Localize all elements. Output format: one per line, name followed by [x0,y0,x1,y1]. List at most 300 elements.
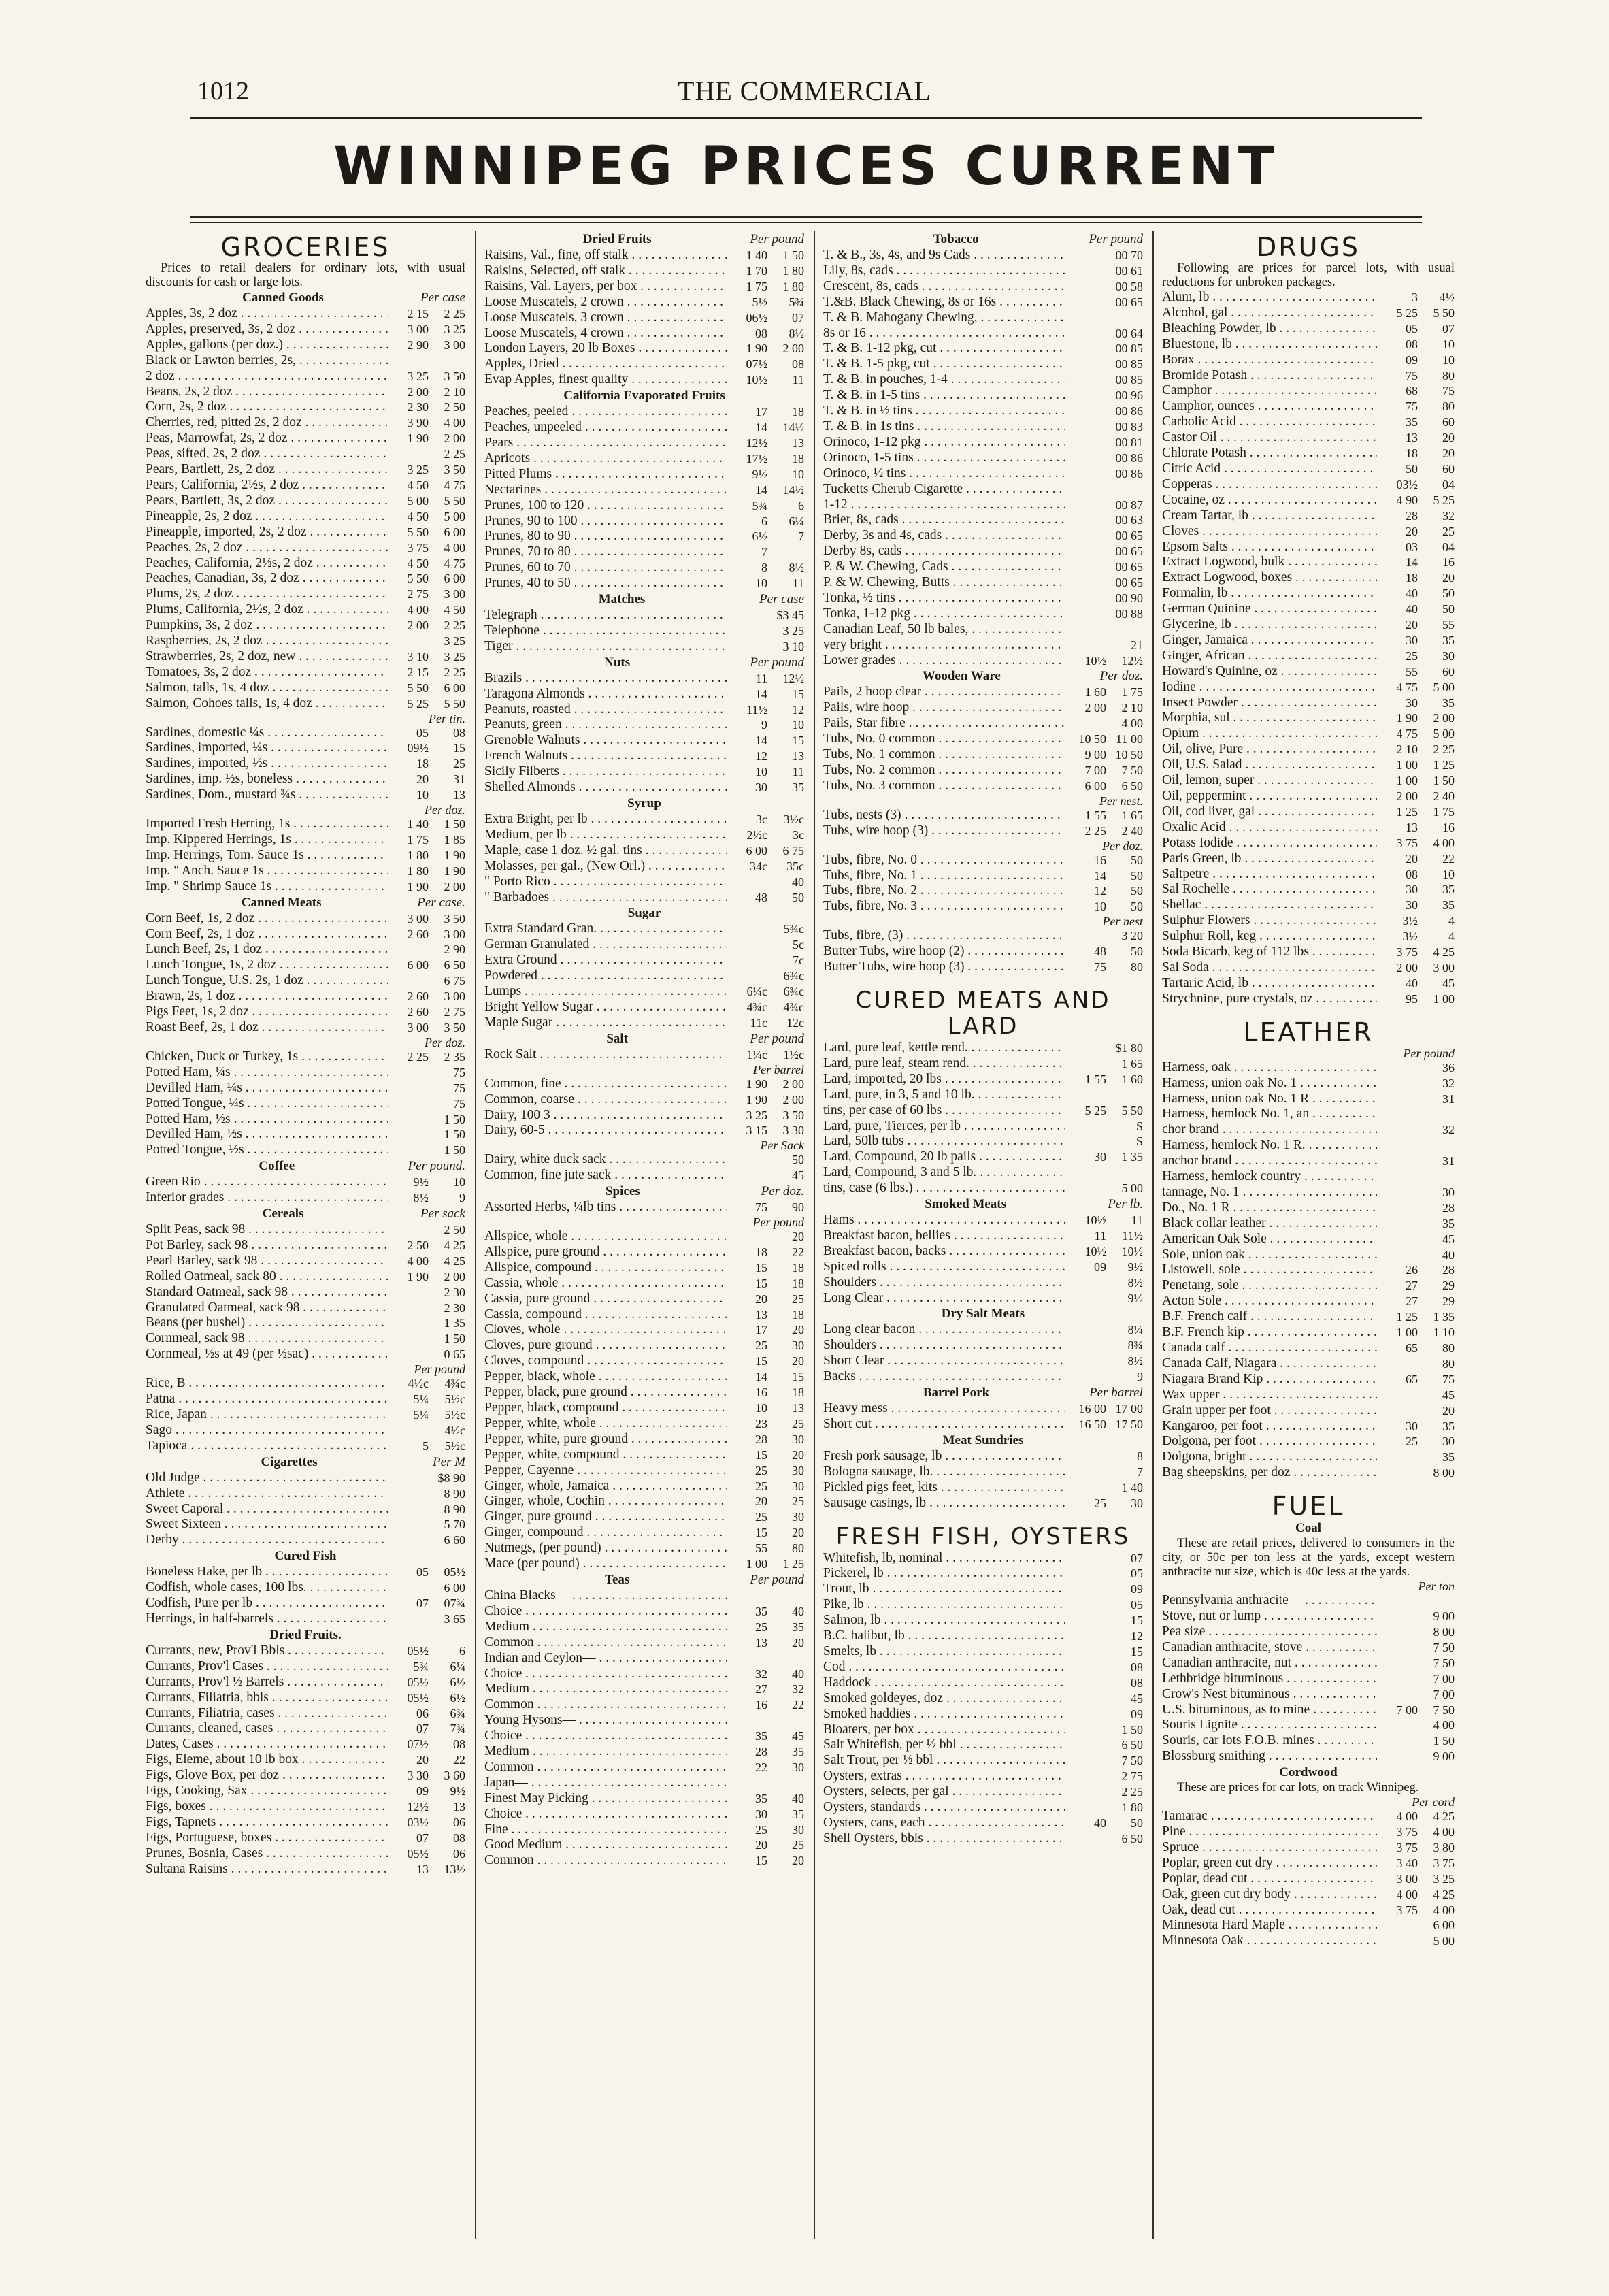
price-low [1065,341,1106,357]
item-name: Short cut . . . [823,1417,1065,1432]
price-low: 23 [755,1416,767,1430]
item-name: Common, fine jute sack . . . [484,1168,727,1183]
subsection-title: Meat Sundries [942,1432,1024,1447]
price-high: 29 [1442,1294,1455,1309]
price-high: 75 [453,1096,465,1111]
item-name: Imp. Herrings, Tom. Sauce 1s . . . [146,848,388,864]
item-name: Common . . . [484,1760,727,1775]
price-low [1377,1656,1418,1671]
price-low: 1 90 [746,1092,767,1106]
price-low: 28 [755,1745,767,1759]
subsection-title: Teas [605,1572,630,1587]
price-low: 10½ [1084,653,1106,668]
item-name: Herrings, in half-barrels . . . [146,1611,388,1627]
item-name: Raisins, Selected, off stalk . . . [484,263,727,279]
item-name: Harness, oak . . . [1162,1060,1377,1076]
item-name: Oysters, cans, each . . . [823,1816,1065,1831]
price-row [1162,1309,1455,1325]
price-high: 40 [1442,1247,1455,1262]
price-row [146,1190,465,1206]
price-low: 3 75 [1396,1840,1418,1854]
price-row [146,306,465,322]
price-low [388,942,429,957]
unit-label: Per case [420,291,465,305]
item-name: Loose Muscatels, 2 crown . . . [484,295,727,310]
item-name: Extract Logwood, bulk . . . [1162,555,1377,570]
price-high: 50 [792,890,804,904]
item-name: Lard, pure, in 3, 5 and 10 lb. . . . [823,1087,1065,1103]
title-rule-top [190,216,1422,218]
item-name: Nutmegs, (per pound) . . . [484,1541,727,1556]
column-groceries [146,231,465,2239]
price-high: 35 [792,1620,804,1634]
price-high: 80 [792,1541,804,1556]
price-row [146,384,465,400]
price-low: 1 00 [1396,774,1418,788]
price-low [1065,482,1106,497]
price-high: 10 [1442,352,1455,367]
price-high: 11 [1131,1213,1143,1228]
unit-label: Per pound. [408,1159,465,1174]
item-name: Heavy mess . . . [823,1401,1065,1417]
price-high: 1 35 [444,1316,465,1330]
item-name: Iodine . . . [1162,680,1377,695]
price-row [484,279,804,295]
price-high: 2 90 [444,942,465,957]
subsection-heading [1162,1765,1455,1781]
price-high: 8¾ [1127,1339,1143,1353]
unit-label: Per barrel [753,1062,804,1077]
subsection-heading [146,1206,465,1222]
price-high: 00 96 [1115,389,1143,403]
column-drugs-leather-fuel [1162,231,1455,2239]
item-name: anchor brand . . . [1162,1153,1377,1169]
item-name: Sardines, imported, ¼s . . . [146,740,388,756]
price-row [146,1502,465,1518]
price-row [823,1707,1143,1722]
price-high: 4½ [1439,291,1455,304]
price-row [146,1706,465,1722]
item-name: Poplar, green cut dry . . . [1162,1856,1377,1871]
item-name: Listowell, sole . . . [1162,1262,1377,1278]
price-row [146,1471,465,1486]
price-row [146,1376,465,1392]
price-low [388,1502,429,1518]
price-low: 50 [1406,461,1418,476]
price-row [484,1322,804,1338]
price-low [1065,1707,1106,1722]
price-row [484,1807,804,1822]
price-high: 6½ [450,1675,465,1689]
price-row [146,649,465,665]
item-name: Kangaroo, per foot . . . [1162,1419,1377,1434]
item-name: Breakfast bacon, backs . . . [823,1244,1065,1260]
price-row [823,1134,1143,1149]
price-row [484,1667,804,1682]
price-low: 20 [755,1292,767,1306]
price-low: 1 75 [407,833,429,847]
subsection-title: Nuts [604,655,631,670]
subsection-heading [823,1196,1143,1213]
price-low: 30 [1406,898,1418,913]
price-row [484,733,804,749]
price-low: 9 [761,718,767,732]
price-row [484,1463,804,1479]
price-low: 35 [755,1729,767,1743]
price-low [1065,404,1106,419]
item-name: Lard, pure leaf, kettle rend. . . . [823,1040,1065,1056]
price-low: 5 25 [407,696,429,710]
price-high: 2 30 [444,1300,465,1315]
subsection-title: Coffee [259,1159,295,1174]
price-high: 1 35 [1433,1310,1455,1324]
item-name: Niagara Brand Kip . . . [1162,1372,1377,1388]
price-row [484,529,804,544]
price-low: 6 [761,514,767,528]
price-row [146,725,465,741]
item-name: Lower grades . . . [823,653,1065,669]
price-high: 9½ [1127,1260,1143,1274]
item-name: Ginger, Jamaica . . . [1162,633,1377,649]
price-row [1162,851,1455,867]
price-low: 08 [1406,867,1418,881]
price-low [1377,1749,1418,1765]
price-low: 27 [755,1682,767,1696]
price-row [1162,1138,1455,1153]
price-row [146,1096,465,1112]
price-low [1065,450,1106,466]
price-low [388,446,429,462]
price-row [484,1276,804,1292]
price-low: 3 75 [1396,836,1418,850]
price-row [1162,477,1455,493]
price-row [1162,1325,1455,1341]
price-high: 6 75 [444,974,465,988]
price-row [484,1588,804,1604]
unit-label: Per pound [750,1031,804,1046]
item-name: Common . . . [484,1635,727,1651]
price-low: 30 [1094,1150,1106,1164]
item-name: Common, fine . . . [484,1077,727,1092]
price-high: 75 [453,1081,465,1095]
price-row [823,1675,1143,1691]
price-row [484,560,804,576]
price-row [823,1784,1143,1800]
price-low [1065,1737,1106,1753]
price-low: 15 [755,1354,767,1368]
item-name: Sweet Sixteen . . . [146,1517,388,1532]
price-low [727,1651,767,1667]
price-low [388,1315,429,1331]
price-low: 18 [755,1245,767,1259]
price-low: 13 [755,1307,767,1322]
price-row [823,716,1143,732]
price-row [146,1643,465,1659]
price-row [1162,1640,1455,1656]
price-row [1162,321,1455,337]
item-name: Rice, B . . . [146,1376,388,1392]
price-row [146,1721,465,1737]
price-low: 3 75 [1396,945,1418,960]
price-row [146,832,465,848]
item-name: Howard's Quinine, oz . . . [1162,664,1377,680]
item-name: Souris, car lots F.O.B. mines . . . [1162,1733,1377,1749]
item-name: Figs, Cooking, Sax . . . [146,1784,388,1799]
price-low [727,1152,767,1168]
price-row [1162,976,1455,991]
price-row [146,1020,465,1036]
price-low: 3 75 [407,540,429,555]
price-high: 00 65 [1115,529,1143,543]
price-high: 35 [792,781,804,795]
price-low: 22 [755,1760,767,1774]
price-row [823,606,1143,622]
item-name: Old Judge . . . [146,1471,388,1486]
price-row [146,1285,465,1300]
item-name: Rolled Oatmeal, sack 80 . . . [146,1269,388,1285]
price-low: 1 40 [407,817,429,832]
price-low [1065,544,1106,559]
item-name: Pickerel, lb . . . [823,1566,1065,1581]
price-high: 5½c [444,1408,465,1422]
subsection-heading [484,796,804,812]
price-row [823,404,1143,419]
price-high: 3 25 [782,623,804,638]
price-low: 30 [1406,883,1418,897]
item-name: Blossburg smithing . . . [1162,1749,1377,1765]
item-name: Tapioca . . . [146,1439,388,1454]
item-name: Minnesota Oak . . . [1162,1933,1377,1949]
price-low: 28 [1406,508,1418,523]
price-low: 2 25 [407,1049,429,1064]
price-high: 10 [453,1175,465,1190]
price-high: 45 [1442,976,1455,990]
price-low: 1 55 [1084,1072,1106,1086]
item-name: Dates, Cases . . . [146,1737,388,1752]
price-low [1377,1216,1418,1232]
price-high: 1 80 [1121,1801,1143,1815]
price-low [388,973,429,989]
price-high: 17 50 [1115,1417,1143,1431]
price-row [823,1480,1143,1496]
price-row [484,1200,804,1215]
price-low: 09 [1094,1260,1106,1274]
price-low: 10 50 [1078,732,1106,747]
price-low [1065,575,1106,591]
price-low: 1 90 [407,879,429,893]
price-high: 18 [792,1385,804,1400]
price-row [484,576,804,591]
price-row [146,1423,465,1439]
price-high: 9 [1137,1370,1143,1384]
price-row [146,756,465,772]
price-row [484,1260,804,1276]
price-row [1162,1871,1455,1887]
price-row [484,687,804,702]
item-name: Salt Whitefish, per ½ bbl . . . [823,1737,1065,1753]
price-low [1065,1369,1106,1385]
price-high: 75 [1442,1372,1455,1386]
price-high: 3 50 [444,911,465,925]
price-row [146,1737,465,1752]
price-row [1162,710,1455,726]
price-high: 10½ [1121,1244,1143,1258]
item-name: Lard, Compound, 20 lb pails . . . [823,1149,1065,1165]
price-high: 18 [792,405,804,419]
price-low: 09 [416,1784,429,1799]
price-row [823,1165,1143,1181]
price-low: 40 [1406,587,1418,601]
price-high: 32 [1442,1076,1455,1090]
price-row [823,512,1143,528]
price-high: 25 [792,1838,804,1852]
item-name: Tubs, fibre, No. 1 . . . [823,868,1065,884]
price-low: 14 [755,1370,767,1384]
price-low: 14 [755,421,767,435]
section-note: These are prices for car lots, on track Winnipeg. [1177,1781,1419,1795]
price-high: 00 64 [1115,326,1143,340]
price-row [146,1081,465,1096]
item-name: Potted Ham, ¼s . . . [146,1065,388,1081]
price-row [146,1065,465,1081]
item-name: Oysters, extras . . . [823,1769,1065,1784]
price-high: 4 00 [444,540,465,555]
price-row [1162,913,1455,929]
price-low: 8 [761,561,767,575]
price-high: 3 50 [444,463,465,477]
price-low [727,1713,767,1728]
item-name: Plums, California, 2½s, 2 doz . . . [146,602,388,618]
price-high: 2 50 [444,1223,465,1237]
price-row [823,1769,1143,1784]
price-low [388,1611,429,1627]
price-row [146,1862,465,1877]
item-name: Spruce . . . [1162,1840,1377,1856]
price-low: 20 [755,1494,767,1509]
price-low: 4 50 [407,556,429,570]
price-low: 55 [755,1541,767,1556]
price-high: 10 50 [1115,748,1143,762]
price-row [484,921,804,937]
price-row [146,740,465,756]
price-low: 12½ [407,1799,429,1814]
price-low: 3 00 [407,322,429,336]
item-name: Pails, 2 hoop clear . . . [823,685,1065,700]
price-high: 22 [792,1245,804,1259]
price-low [388,1065,429,1081]
item-name: Do., No. 1 R . . . [1162,1200,1377,1216]
price-low [1065,1322,1106,1338]
price-row [823,1119,1143,1134]
price-row [823,808,1143,823]
price-row [484,1837,804,1853]
price-low: 5 25 [1084,1103,1106,1117]
price-high: 31 [1442,1154,1455,1168]
item-name: Copperas . . . [1162,477,1377,493]
price-low: 15 [755,1260,767,1275]
price-high: 50 [1442,602,1455,617]
price-high: 07 [792,310,804,325]
item-name: Tonka, 1-12 pkg . . . [823,606,1065,622]
price-high: 2 35 [444,1049,465,1064]
price-high: 8 90 [444,1502,465,1516]
item-name: Orinoco, 1-5 tins . . . [823,450,1065,466]
item-name: Corn Beef, 2s, 1 doz . . . [146,927,388,942]
price-row [823,466,1143,482]
item-name: Pigs Feet, 1s, 2 doz . . . [146,1004,388,1020]
price-row [1162,1388,1455,1403]
price-row [1162,1918,1455,1933]
price-low [1065,1040,1106,1056]
price-low: 18 [416,757,429,771]
item-name: Crow's Nest bituminous . . . [1162,1687,1377,1703]
price-row [823,1369,1143,1385]
price-high: 7 50 [1121,764,1143,777]
item-name: Spiced rolls . . . [823,1260,1065,1275]
item-name: Beans, 2s, 2 doz . . . [146,384,388,400]
price-high: 45 [792,1729,804,1743]
price-high: 11 [792,765,804,779]
price-row [823,263,1143,279]
price-row [823,747,1143,763]
price-row [823,419,1143,435]
item-name: German Quinine . . . [1162,602,1377,617]
price-low: 4 75 [1396,727,1418,741]
price-low: 25 [755,1822,767,1837]
item-name: Canada calf . . . [1162,1341,1377,1356]
price-high: 35 [1442,633,1455,647]
price-low: 18 [1406,446,1418,461]
price-high: 1 50 [1121,1722,1143,1737]
price-low: 4 00 [1396,1887,1418,1901]
price-low: 2 00 [1396,960,1418,974]
price-high: 7 50 [1433,1640,1455,1654]
price-row [146,338,465,353]
unit-label: Per sack [420,1207,465,1221]
price-high: 2 25 [444,307,465,321]
item-name: Tartaric Acid, lb . . . [1162,976,1377,991]
price-low: 2 30 [407,400,429,414]
price-low [388,634,429,649]
price-row [1162,1200,1455,1216]
price-high: 07¾ [444,1596,465,1611]
page-number: 1012 [197,77,249,105]
price-high: 8½ [1127,1354,1143,1368]
price-low: 1 00 [746,1557,767,1571]
price-row [146,1300,465,1316]
subsection-title: Smoked Meats [925,1197,1007,1212]
price-low: 5¼ [413,1408,429,1422]
subsection-heading [823,231,1143,248]
price-low [727,968,767,984]
price-low [388,1331,429,1347]
price-low [727,1775,767,1791]
price-row [1162,1809,1455,1824]
price-low [1065,388,1106,404]
item-name: Maple Sugar . . . [484,1015,727,1031]
price-row [484,1152,804,1168]
price-high: 4¾c [783,1000,804,1014]
price-high: 1 50 [782,248,804,262]
price-row [146,509,465,525]
item-name: Common, coarse . . . [484,1092,727,1108]
subsection-heading [146,1548,465,1564]
price-low: 1 90 [407,431,429,446]
item-name: Bag sheepskins, per doz . . . [1162,1465,1377,1481]
price-high: 00 85 [1115,342,1143,356]
subsection-title: Dried Fruits [582,232,652,246]
price-high: 1 50 [444,1128,465,1142]
